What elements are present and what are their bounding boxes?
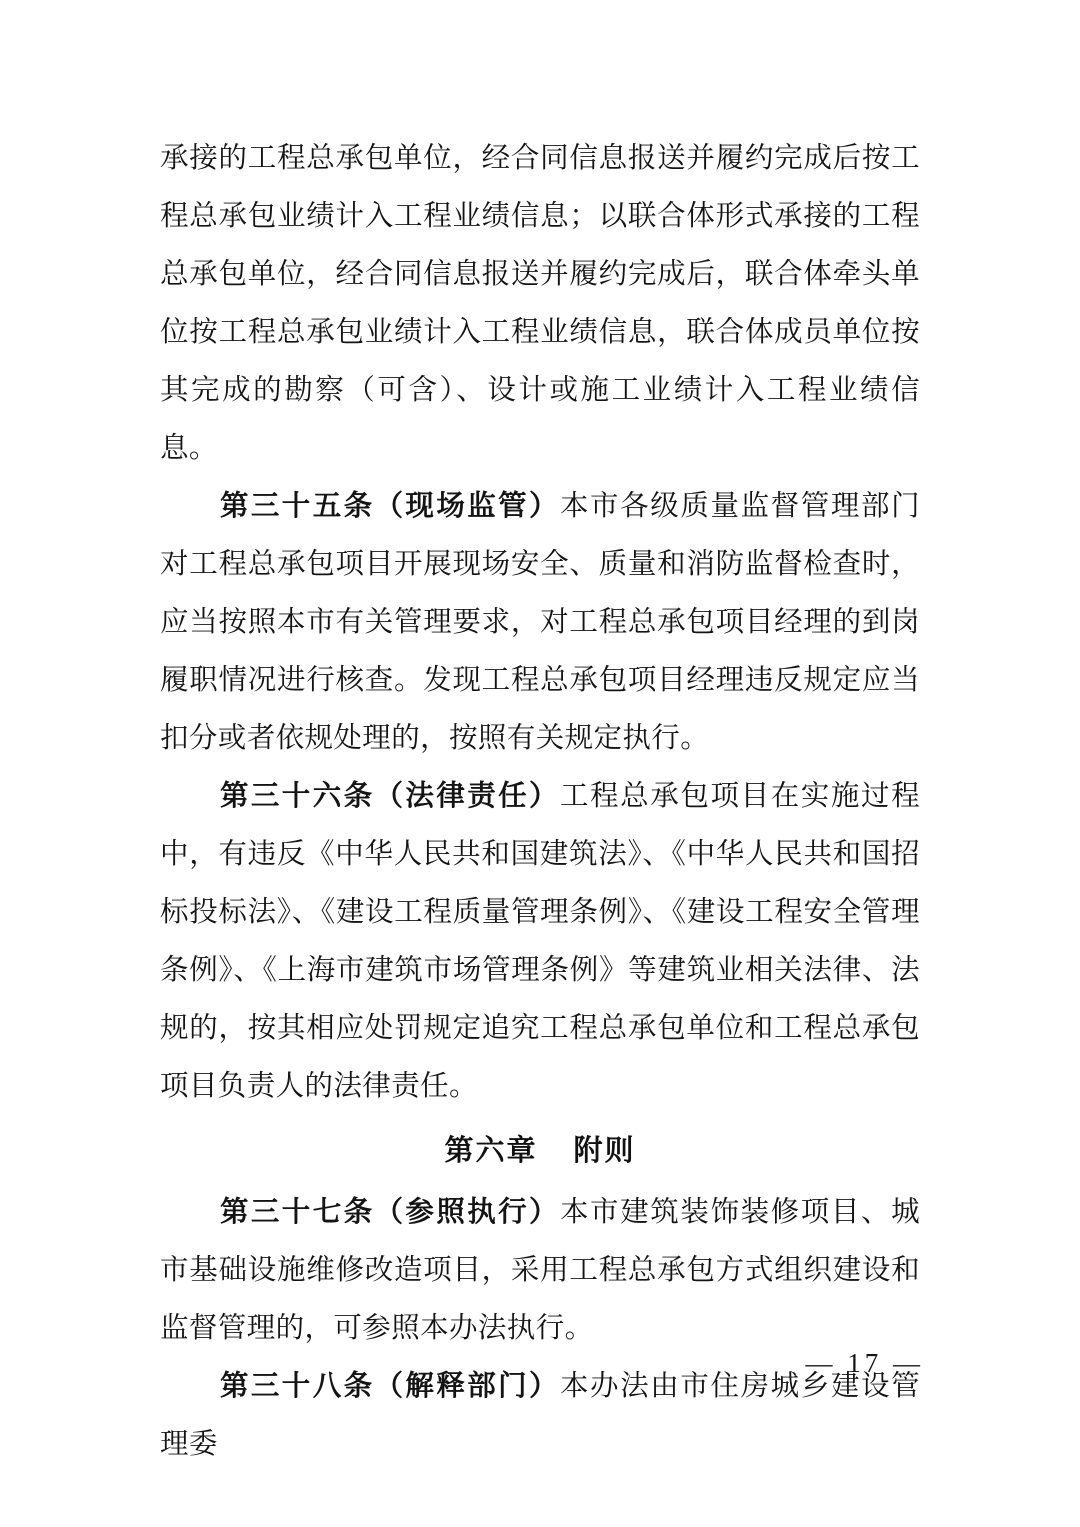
article-35: [160, 478, 920, 768]
article-36: [160, 768, 920, 1116]
article-36-heading: 第三十六条（法律责任）: [220, 781, 560, 812]
page-number: — 17 —: [805, 1348, 924, 1378]
chapter-number: 第六章: [444, 1135, 538, 1167]
page-body: [160, 130, 920, 1474]
article-38-heading: 第三十八条（解释部门）: [220, 1371, 560, 1402]
paragraph-continuation: [160, 130, 920, 478]
article-37-text: 本市建筑装饰装修项目、城市基础设施维修改造项目，采用工程总承包方式组织建设和监督管理的，可参照本办法执行。: [160, 1197, 920, 1344]
chapter-heading-6: [160, 1120, 920, 1182]
chapter-title: 附则: [573, 1135, 636, 1167]
article-35-heading: 第三十五条（现场监管）: [220, 491, 560, 522]
paragraph-text: 承接的工程总承包单位，经合同信息报送并履约完成后按工程总承包业绩计入工程业绩信息；以联合体形式承接的工程总承包单位，经合同信息报送并履约完成后，联合体牵头单位按工程总承包业绩计入工程业绩信息，联合体成员单位按其完成的勘察（可含）、设计或施工业绩计入工程业绩信息。: [160, 143, 920, 464]
article-37-heading: 第三十七条（参照执行）: [220, 1197, 560, 1228]
article-38-text: 本办法由市住房城乡建设管理委: [160, 1371, 920, 1460]
article-36-text: 工程总承包项目在实施过程中，有违反《中华人民共和国建筑法》、《中华人民共和国招标投标法》、《建设工程质量管理条例》、《建设工程安全管理条例》、《上海市建筑市场管理条例》等建筑业相关法律、法规的，按其相应处罚规定追究工程总承包单位和工程总承包项目负责人的法律责任。: [160, 781, 920, 1102]
article-37: [160, 1184, 920, 1358]
article-35-text: 本市各级质量监督管理部门对工程总承包项目开展现场安全、质量和消防监督检查时，应当按照本市有关管理要求，对工程总承包项目经理的到岗履职情况进行核查。发现工程总承包项目经理违反规定应当扣分或者依规处理的，按照有关规定执行。: [160, 491, 920, 754]
